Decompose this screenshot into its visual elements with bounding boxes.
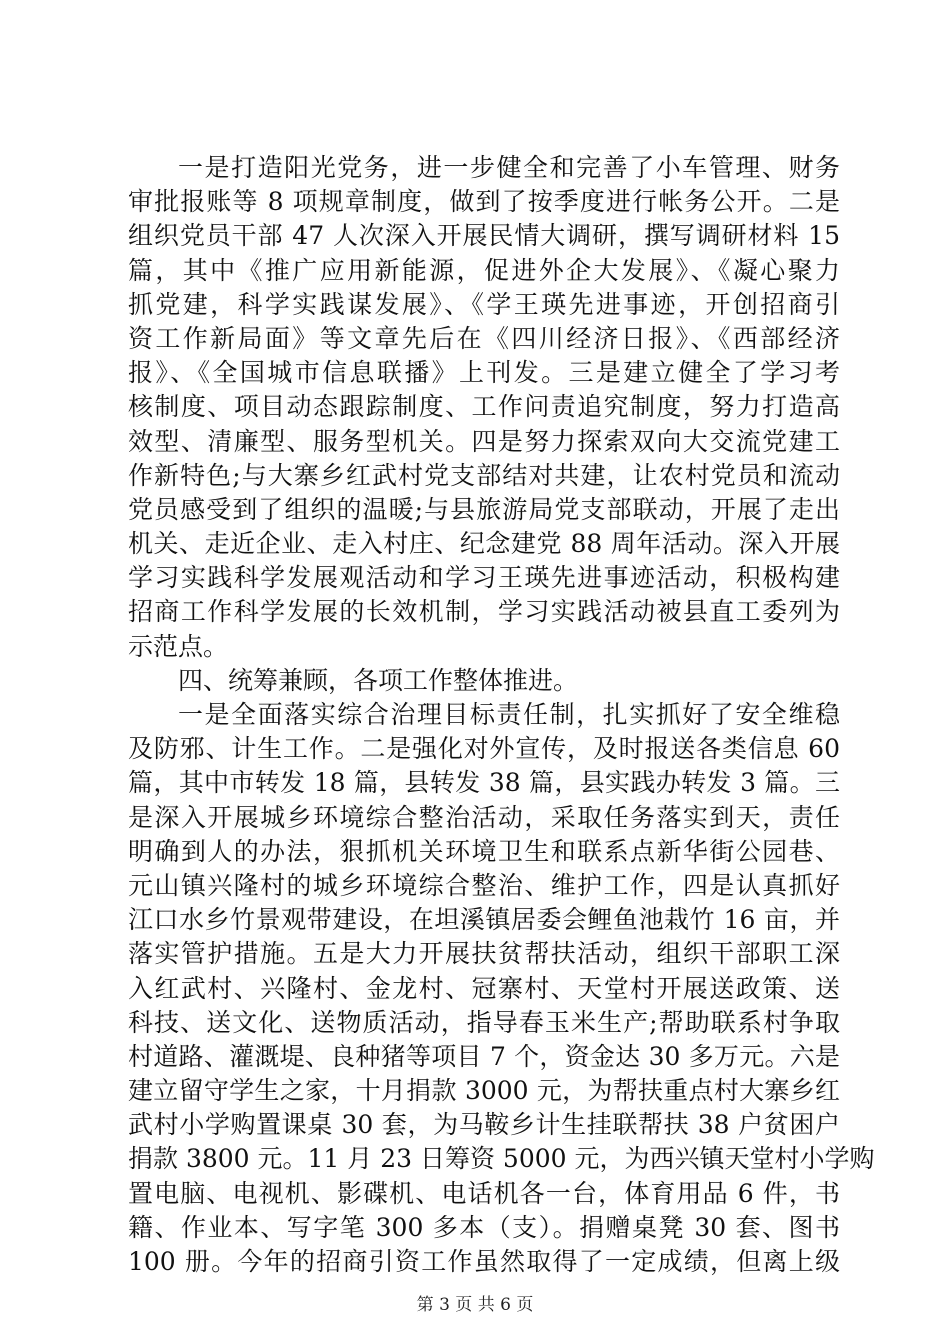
text-line: 建立留守学生之家，十月捐款 3000 元，为帮扶重点村大寨乡红 <box>128 1076 840 1106</box>
body-text <box>128 151 875 1279</box>
text-line: 落实管护措施。五是大力开展扶贫帮扶活动，组织干部职工深 <box>128 939 840 969</box>
text-line: 效型、清廉型、服务型机关。四是努力探索双向大交流党建工 <box>128 426 840 456</box>
text-line: 是深入开展城乡环境综合整治活动，采取任务落实到天，责任 <box>128 802 840 832</box>
text-line: 江口水乡竹景观带建设，在坦溪镇居委会鲤鱼池栽竹 16 亩，并 <box>128 905 840 935</box>
text-line: 村道路、灌溉堤、良种猪等项目 7 个，资金达 30 多万元。六是 <box>128 1041 840 1071</box>
text-line: 组织党员干部 47 人次深入开展民情大调研，撰写调研材料 15 <box>128 221 840 251</box>
text-line: 100 册。今年的招商引资工作虽然取得了一定成绩，但离上级 <box>128 1247 840 1276</box>
text-line: 一是全面落实综合治理目标责任制，扎实抓好了安全维稳 <box>178 700 840 729</box>
text-line: 及防邪、计生工作。二是强化对外宣传，及时报送各类信息 60 <box>128 734 840 764</box>
text-line: 元山镇兴隆村的城乡环境综合整治、维护工作，四是认真抓好 <box>128 870 840 900</box>
text-line: 捐款 3800 元。11 月 23 日筹资 5000 元，为西兴镇天堂村小学购 <box>128 1144 875 1174</box>
text-line: 篇，其中《推广应用新能源，促进外企大发展》、《凝心聚力 <box>128 255 840 285</box>
text-line: 科技、送文化、送物质活动，指导春玉米生产;帮助联系村争取 <box>128 1007 840 1037</box>
text-line: 示范点。 <box>128 631 229 661</box>
text-line: 核制度、项目动态跟踪制度、工作问责追究制度，努力打造高 <box>128 392 840 422</box>
text-line: 审批报账等 8 项规章制度，做到了按季度进行帐务公开。二是 <box>128 187 840 217</box>
text-line: 武村小学购置课桌 30 套，为马鞍乡计生挂联帮扶 38 户贫困户 <box>128 1110 840 1140</box>
text-line: 学习实践科学发展观活动和学习王瑛先进事迹活动，积极构建 <box>128 563 840 593</box>
text-line: 篇，其中市转发 18 篇，县转发 38 篇，县实践办转发 3 篇。三 <box>128 768 840 798</box>
text-line: 作新特色;与大寨乡红武村党支部结对共建，让农村党员和流动 <box>128 460 840 490</box>
text-line: 一是打造阳光党务，进一步健全和完善了小车管理、财务 <box>178 153 840 182</box>
page-number-footer: 第 3 页 共 6 页 <box>416 1295 534 1315</box>
text-line: 招商工作科学发展的长效机制，学习实践活动被县直工委列为 <box>128 597 840 627</box>
text-line: 机关、走近企业、走入村庄、纪念建党 88 周年活动。深入开展 <box>128 529 840 559</box>
text-line: 置电脑、电视机、影碟机、电话机各一台，体育用品 6 件，书 <box>128 1178 840 1208</box>
text-line: 党员感受到了组织的温暖;与县旅游局党支部联动，开展了走出 <box>128 494 840 524</box>
text-line: 资工作新局面》等文章先后在《四川经济日报》、《西部经济 <box>128 323 840 353</box>
text-line: 籍、作业本、写字笔 300 多本（支）。捐赠桌凳 30 套、图书 <box>128 1212 840 1242</box>
text-line: 入红武村、兴隆村、金龙村、冠寨村、天堂村开展送政策、送 <box>128 973 840 1003</box>
text-line: 报》、《全国城市信息联播》上刊发。三是建立健全了学习考 <box>128 358 840 388</box>
text-line: 抓党建，科学实践谋发展》、《学王瑛先进事迹，开创招商引 <box>128 289 840 319</box>
text-line: 明确到人的办法，狠抓机关环境卫生和联系点新华街公园巷、 <box>128 836 840 866</box>
section-heading: 四、统筹兼顾，各项工作整体推进。 <box>178 665 579 695</box>
